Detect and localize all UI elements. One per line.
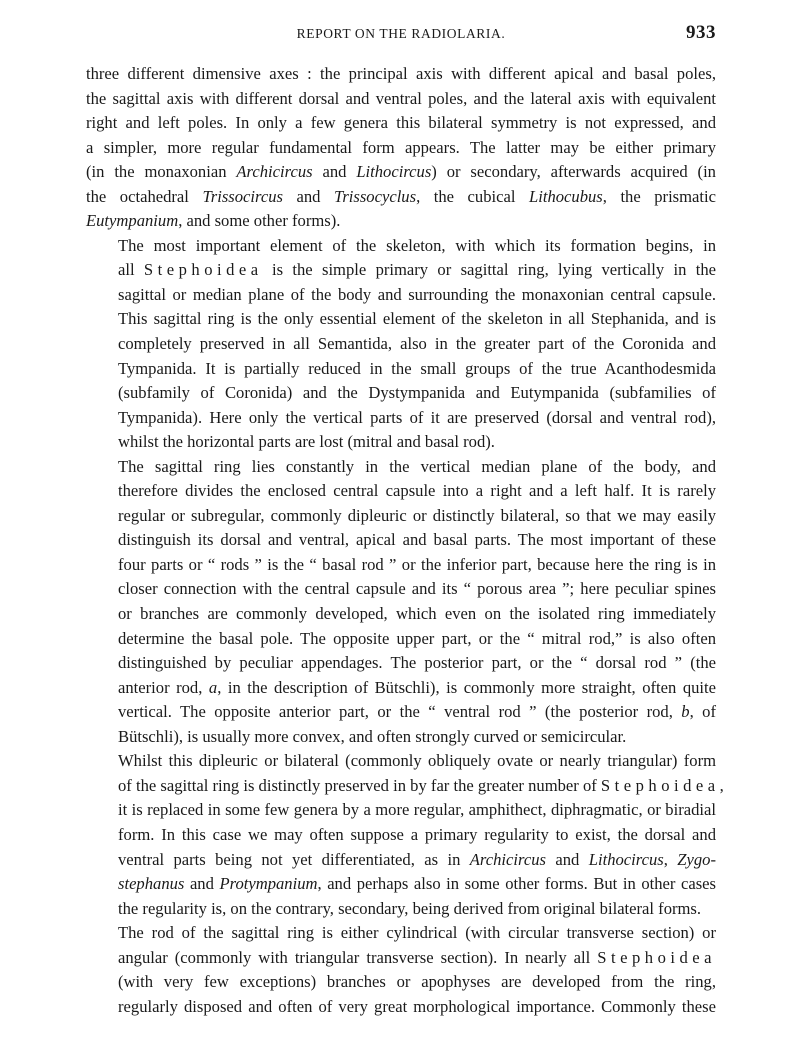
italic-taxon: Trissocircus bbox=[202, 186, 283, 206]
text-run: , and some other forms). bbox=[178, 211, 341, 231]
paragraph bbox=[86, 921, 716, 1019]
text-run: , in the description of Bütschli), is commonly more straight, often quite bbox=[217, 677, 716, 697]
italic-taxon: Lithocircus bbox=[588, 849, 664, 869]
text-run: , bbox=[663, 849, 678, 869]
paragraph bbox=[86, 62, 716, 234]
italic-taxon: a bbox=[208, 677, 218, 697]
paragraph bbox=[86, 749, 724, 921]
text-line bbox=[86, 946, 716, 971]
text-line bbox=[86, 577, 716, 602]
text-line bbox=[86, 62, 716, 87]
italic-taxon: Trissocyclus bbox=[334, 186, 417, 206]
text-line bbox=[86, 234, 716, 259]
spaced-taxon: Stephoidea bbox=[600, 775, 720, 795]
italic-taxon: Archicircus bbox=[469, 849, 546, 869]
text-line bbox=[86, 479, 716, 504]
text-run: distinguished by peculiar appendages. The posterior part, or the “ dorsal rod ” (the bbox=[118, 653, 716, 673]
text-run: completely preserved in all Semantida, also in the greater part of the Coronida and bbox=[118, 334, 716, 354]
page-number: 933 bbox=[686, 22, 716, 43]
text-line bbox=[86, 307, 716, 332]
text-run: right and left poles. In only a few genera this bilateral symmetry is not expressed, and bbox=[86, 113, 716, 133]
text-run: (with very few exceptions) branches or apophyses are developed from the ring, bbox=[118, 972, 716, 992]
text-run: form. In this case we may often suppose a primary regularity to exist, the dorsal and bbox=[118, 824, 716, 844]
text-run: ) or secondary, afterwards acquired (in bbox=[431, 162, 716, 182]
text-run: it is replaced in some few genera by a more regular, amphithect, diphragmatic, or biradial bbox=[118, 800, 716, 820]
text-run: four parts or “ rods ” is the “ basal rod ” or the inferior part, because here the ring is in bbox=[118, 554, 716, 574]
text-run: and bbox=[282, 186, 334, 206]
text-run: Whilst this dipleuric or bilateral (commonly obliquely ovate or nearly triangular) form bbox=[118, 751, 716, 771]
italic-taxon: Archicircus bbox=[236, 162, 313, 182]
spaced-taxon: Stephoidea bbox=[143, 260, 263, 280]
text-run: Tympanida. It is partially reduced in the small groups of the true Acanthodesmida bbox=[118, 358, 716, 378]
italic-taxon: Lithocircus bbox=[356, 162, 432, 182]
text-line bbox=[86, 627, 716, 652]
text-line bbox=[86, 602, 716, 627]
text-line bbox=[86, 381, 716, 406]
text-line bbox=[86, 872, 716, 897]
text-line bbox=[86, 185, 716, 210]
text-run: Tympanida). Here only the vertical parts of it are preserved (dorsal and ventral rod), bbox=[118, 407, 716, 427]
text-line bbox=[86, 798, 716, 823]
text-line bbox=[86, 258, 716, 283]
text-run: This sagittal ring is the only essential element of the skeleton in all Stephanida, and is bbox=[118, 309, 716, 329]
text-line bbox=[86, 455, 716, 480]
text-line bbox=[86, 357, 716, 382]
text-run: a simpler, more regular fundamental form appears. The latter may be either primary bbox=[86, 137, 716, 157]
text-line bbox=[86, 332, 716, 357]
text-run: the octahedral bbox=[86, 186, 203, 206]
text-run: , the cubical bbox=[416, 186, 529, 206]
text-line bbox=[86, 406, 716, 431]
text-line bbox=[86, 725, 716, 750]
text-run: whilst the horizontal parts are lost (mitral and basal rod). bbox=[118, 432, 495, 452]
text-run: , the prismatic bbox=[602, 186, 716, 206]
paragraph bbox=[86, 455, 716, 750]
text-run: , bbox=[719, 775, 724, 795]
running-title: REPORT ON THE RADIOLARIA. bbox=[296, 26, 506, 41]
paragraph bbox=[86, 234, 716, 455]
text-run: the sagittal axis with different dorsal and ventral poles, and the lateral axis with equivalent bbox=[86, 88, 716, 108]
text-run: (subfamily of Coronida) and the Dystympanida and Eutympanida (subfamilies of bbox=[118, 383, 716, 403]
text-run: and bbox=[184, 874, 220, 894]
text-line bbox=[86, 136, 716, 161]
text-run: The most important element of the skeleton, with which its formation begins, in bbox=[118, 235, 716, 255]
text-run: determine the basal pole. The opposite upper part, or the “ mitral rod,” is also often bbox=[118, 628, 716, 648]
text-line bbox=[86, 676, 716, 701]
text-line bbox=[86, 111, 716, 136]
running-head bbox=[86, 20, 716, 48]
italic-taxon: Lithocubus bbox=[529, 186, 603, 206]
text-run: three different dimensive axes : the principal axis with different apical and basal poles, bbox=[86, 64, 716, 83]
text-line bbox=[86, 553, 716, 578]
text-run: distinguish its dorsal and ventral, apical and basal parts. The most important of these bbox=[118, 530, 716, 550]
text-line bbox=[86, 921, 716, 946]
text-run: or branches are commonly developed, which even on the isolated ring immediately bbox=[118, 604, 716, 624]
text-run: therefore divides the enclosed central capsule into a right and a left half. It is rarely bbox=[118, 481, 716, 501]
text-line bbox=[86, 749, 716, 774]
text-line bbox=[86, 823, 716, 848]
text-run: vertical. The opposite anterior part, or the “ ventral rod ” (the posterior rod, bbox=[118, 702, 682, 722]
text-line bbox=[86, 700, 716, 725]
spaced-taxon: Stephoidea bbox=[597, 947, 716, 967]
italic-taxon: Protympanium bbox=[219, 874, 318, 894]
text-run: is the simple primary or sagittal ring, lying vertically in the bbox=[262, 260, 716, 280]
text-run: the regularity is, on the contrary, secondary, being derived from original bilateral forms. bbox=[118, 898, 702, 918]
text-run: The rod of the sagittal ring is either cylindrical (with circular transverse section) or bbox=[118, 923, 716, 943]
text-line bbox=[86, 430, 716, 455]
text-run: , and perhaps also in some other forms. But in other cases bbox=[317, 874, 716, 894]
text-line bbox=[86, 970, 716, 995]
text-run: angular (commonly with triangular transverse section). In nearly all bbox=[118, 947, 598, 967]
text-line bbox=[86, 995, 716, 1020]
text-line bbox=[86, 651, 716, 676]
text-run: and bbox=[312, 162, 357, 182]
text-line bbox=[86, 87, 716, 112]
text-run: and bbox=[545, 849, 589, 869]
text-line bbox=[86, 504, 716, 529]
text-line bbox=[86, 283, 716, 308]
italic-taxon: stephanus bbox=[118, 874, 185, 894]
text-run: ventral parts being not yet differentiated, as in bbox=[118, 849, 470, 869]
italic-taxon: Zygo- bbox=[677, 849, 716, 869]
text-run: regularly disposed and often of very great morphological importance. Commonly these bbox=[118, 996, 716, 1016]
text-run: closer connection with the central capsule and its “ porous area ”; here peculiar spines bbox=[118, 579, 716, 599]
text-run: , of bbox=[689, 702, 716, 722]
text-run: Bütschli), is usually more convex, and often strongly curved or semicircular. bbox=[118, 726, 627, 746]
text-run: The sagittal ring lies constantly in the vertical median plane of the body, and bbox=[118, 456, 716, 476]
text-line bbox=[86, 160, 716, 185]
text-run: (in the monaxonian bbox=[86, 162, 237, 182]
text-run: sagittal or median plane of the body and surrounding the monaxonian central capsule. bbox=[118, 284, 716, 304]
text-line bbox=[86, 774, 724, 799]
text-run: all bbox=[118, 260, 144, 280]
text-run: anterior rod, bbox=[118, 677, 209, 697]
text-run: of the sagittal ring is distinctly preserved in by far the greater number of bbox=[118, 775, 601, 795]
italic-taxon: b bbox=[681, 702, 690, 722]
text-line bbox=[86, 897, 716, 922]
text-line bbox=[86, 848, 716, 873]
text-line bbox=[86, 528, 716, 553]
text-line bbox=[86, 209, 716, 234]
italic-taxon: Eutympanium bbox=[86, 211, 179, 231]
text-run: regular or subregular, commonly dipleuric or distinctly bilateral, so that we may easily bbox=[118, 505, 716, 525]
body-text bbox=[86, 62, 724, 1019]
